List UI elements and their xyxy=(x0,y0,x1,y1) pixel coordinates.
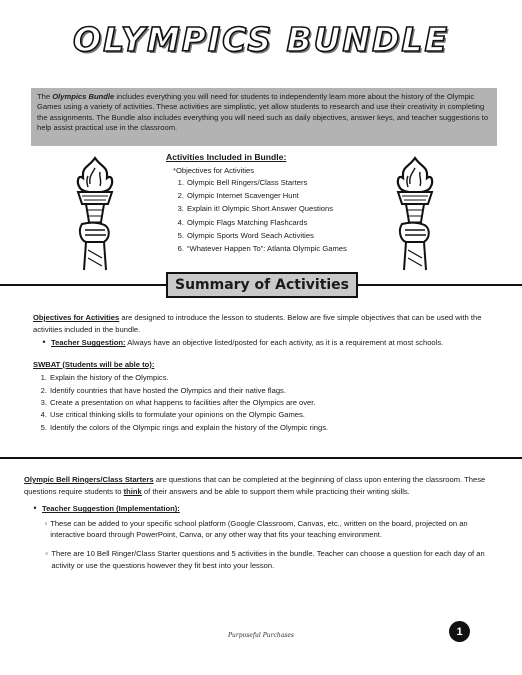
list-item: ◦ There are 10 Bell Ringer/Class Starter questions and 5 activities in the bundle. Teacher can choose a question for each day of an activity or use the questions however they fit best into your lesson. xyxy=(42,548,490,571)
list-item: 2. Olympic Internet Scavenger Hunt xyxy=(177,191,299,201)
list-item: 4. Use critical thinking skills to formulate your opinions on the Olympic Games. xyxy=(40,410,305,420)
sub-bullet-icon: ◦ xyxy=(44,518,48,528)
bell-ringers-paragraph: Olympic Bell Ringers/Class Starters are questions that can be completed at the beginning of class upon entering the classroom. These questions require students to think of their answers and be able to support them while practicing their writing skills. xyxy=(24,475,486,496)
implementation-label: Teacher Suggestion (Implementation): xyxy=(42,504,180,514)
summary-rule-left xyxy=(0,284,166,286)
bell-ringers-lead: Olympic Bell Ringers/Class Starters xyxy=(24,475,154,484)
torch-icon xyxy=(384,154,446,274)
list-item: 1. Olympic Bell Ringers/Class Starters xyxy=(177,178,308,187)
torch-icon xyxy=(64,154,126,274)
intro-pre: The xyxy=(37,92,53,101)
implementation-tips xyxy=(42,518,490,571)
swbat-list xyxy=(33,372,495,433)
bullet-icon: • xyxy=(33,503,37,514)
bell-ringers-section xyxy=(24,474,490,571)
summary-rule-right xyxy=(358,284,522,286)
list-item: 2. Identify countries that have hosted the Olympics and their native flags. xyxy=(40,385,286,395)
swbat-heading: SWBAT (Students will be able to): xyxy=(33,359,155,369)
list-item: 4. Olympic Flags Matching Flashcards xyxy=(177,217,308,227)
section-divider xyxy=(0,457,522,459)
teacher-suggestion: • Teacher Suggestion: Always have an objective listed/posted for each activity, as it is a requirement at most schools. xyxy=(37,337,495,349)
list-item: 5. Identify the colors of the Olympic rings and explain the history of the Olympic rings. xyxy=(40,422,329,432)
activities-objectives-item: *Objectives for Activities xyxy=(173,166,255,175)
sub-bullet-icon: ◦ xyxy=(45,548,49,558)
list-item: 5. Olympic Sports Word Seach Activities xyxy=(177,230,314,240)
page-number-badge: 1 xyxy=(449,621,470,642)
list-item: 3. Explain it! Olympic Short Answer Questions xyxy=(177,204,334,214)
objectives-section xyxy=(33,312,495,434)
intro-panel xyxy=(31,88,497,146)
bullet-icon: • xyxy=(42,337,46,348)
list-item: 1. Explain the history of the Olympics. xyxy=(40,373,169,383)
think-emphasis: think xyxy=(123,486,142,496)
list-item: ◦ These can be added to your specific school platform (Google Classroom, Canvas, etc., written on the board, projected on an interactive board through PowerPoint, Canva, or any other way that fits your teaching environment. xyxy=(42,518,490,541)
activities-heading: Activities Included in Bundle: xyxy=(166,152,287,162)
activities-list xyxy=(163,176,383,255)
list-item: 3. Create a presentation on what happens to facilities after the Olympics are over. xyxy=(40,397,316,407)
activities-list-box xyxy=(163,152,383,255)
list-item: 6. “Whatever Happen To”: Atlanta Olympic Games xyxy=(177,244,347,254)
intro-bundle-name: Olympics Bundle xyxy=(52,92,115,101)
suggestion-label: Teacher Suggestion: xyxy=(51,338,126,348)
implementation-suggestion xyxy=(28,503,490,515)
brand-signature: Purposeful Purchases xyxy=(227,632,295,639)
page-title: OLYMPICS BUNDLE xyxy=(73,20,449,59)
intro-text: includes everything you will need for students to independently learn more about the history of the Olympic Games using a variety of activities. These activities are simplistic, yet allow students to research and use their creativity in completing the assignments. The Bundle also includes everything you will need such as daily objectives, answer keys, and teacher suggestions to help assist practical use in the classroom. xyxy=(37,92,489,132)
summary-heading: Summary of Activities xyxy=(166,272,358,298)
objectives-lead: Objectives for Activities xyxy=(33,313,120,322)
objectives-paragraph: Objectives for Activities are designed to introduce the lesson to students. Below are five simple objectives that can be used with the activities included in the bundle. xyxy=(33,313,482,334)
